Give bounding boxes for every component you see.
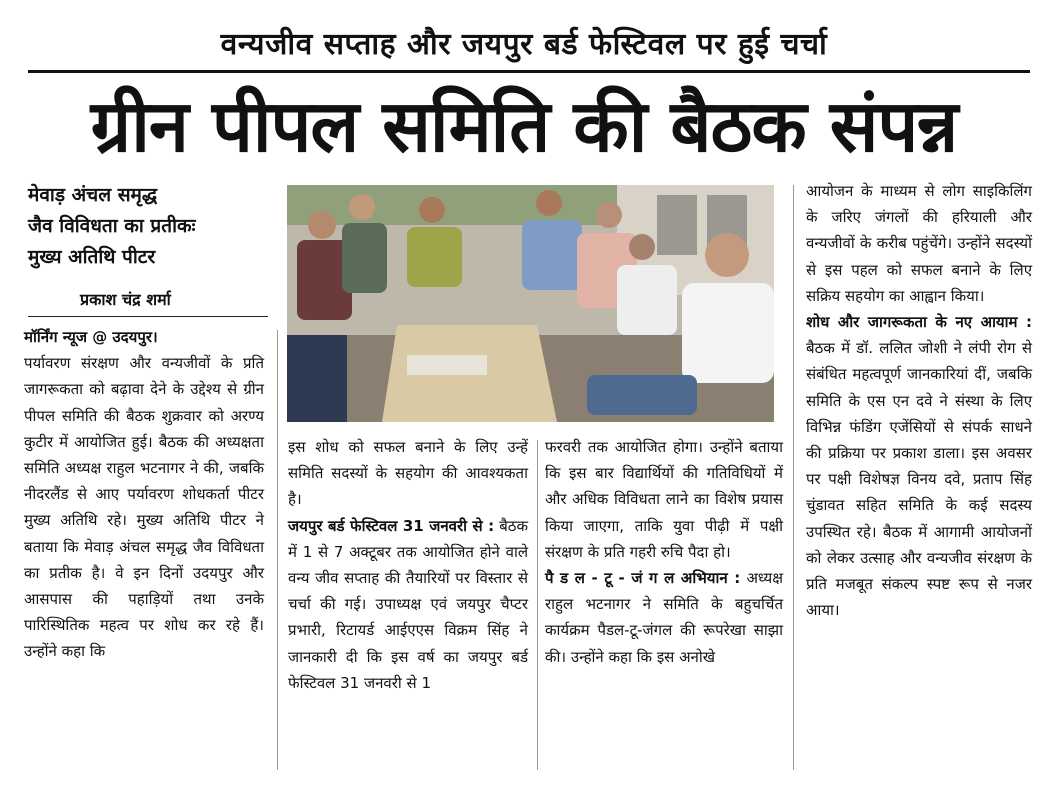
subheadline-line: मुख्य अतिथि पीटर [28, 246, 156, 268]
column-divider [537, 440, 538, 770]
headline-rule [28, 70, 1030, 73]
kicker-headline: वन्यजीव सप्ताह और जयपुर बर्ड फेस्टिवल पर हुई चर्चा [220, 27, 828, 62]
byline-rule [28, 316, 268, 317]
section-subhead: पै ड ल - टू - जं ग ल अभियान : [545, 569, 741, 588]
subheadline-line: मेवाड़ अंचल समृद्ध [28, 184, 158, 206]
body-text: पर्यावरण संरक्षण और वन्यजीवों के प्रति जागरूकता को बढ़ावा देने के उद्देश्य से ग्रीन पीपल समिति की बैठक शुक्रवार को अरण्य कुटीर में आयोजित हुई। बैठक की अध्यक्षता समिति अध्यक्ष राहुल भटनागर ने की, जबकि नीदरलैंड से आए पर्यावरण शोधकर्ता पीटर मुख्य अतिथि रहे। मुख्य अतिथि पीटर ने बताया कि मेवाड़ अंचल समृद्ध जैव विविधता का प्रतीक है। वे इन दिनों उदयपुर और आसपास की पहाड़ियों तथा उनके पारिस्थितिक महत्व पर शोध कर रहे हैं। उन्होंने कहा कि [24, 354, 264, 661]
body-text: आयोजन के माध्यम से लोग साइकिलिंग के जरिए जंगलों की हरियाली और वन्यजीवों के करीब पहुंचेंगे। उन्होंने सदस्यों से इस पहल को सफल बनाने के लिए सक्रिय सहयोग का आह्वान किया। [806, 182, 1032, 305]
meeting-photo [287, 185, 774, 422]
column-divider [277, 330, 278, 770]
body-text: बैठक में डॉ. ललित जोशी ने लंपी रोग से संबंधित महत्वपूर्ण जानकारियां दीं, जबकि समिति के एस एन दवे ने संस्था के लिए विभिन्न फंडिंग एजेंसियों से संपर्क साधने की प्रक्रिया पर प्रकाश डाला। इस अवसर पर पक्षी विशेषज्ञ विनय दवे, प्रताप सिंह चुंडावत सहित समिति के कई सदस्य उपस्थित रहे। बैठक में आगामी आयोजनों को लेकर उत्साह और वन्यजीव संरक्षण के प्रति मजबूत संकल्प स्पष्ट रूप से नजर आया। [806, 339, 1032, 620]
byline: प्रकाश चंद्र शर्मा [80, 290, 171, 309]
meeting-photo-illustration [287, 185, 774, 422]
body-text: अध्यक्ष राहुल भटनागर ने समिति के बहुचर्चित कार्यक्रम पैडल-टू-जंगल की रूपरेखा साझा की। उन्होंने कहा कि इस अनोखे [545, 569, 783, 666]
article-column-2 [288, 434, 528, 696]
subheadline-line: जैव विविधता का प्रतीकः [28, 215, 196, 237]
section-subhead: जयपुर बर्ड फेस्टिवल 31 जनवरी से : [288, 516, 495, 535]
dateline: मॉर्निंग न्यूज @ उदयपुर। [24, 328, 158, 346]
article-column-1 [24, 324, 264, 665]
subheadline [28, 180, 268, 273]
column-divider [793, 185, 794, 770]
body-text: फरवरी तक आयोजित होगा। उन्होंने बताया कि इस बार विद्यार्थियों की गतिविधियों में और अधिक विविधता लाने का विशेष प्रयास किया जाएगा, ताकि युवा पीढ़ी में पक्षी संरक्षण के प्रति गहरी रुचि पैदा हो। [545, 438, 783, 561]
article-column-3 [545, 434, 783, 670]
article-column-4 [806, 178, 1032, 623]
body-text: बैठक में 1 से 7 अक्टूबर तक आयोजित होने वाले वन्य जीव सप्ताह की तैयारियों पर विस्तार से चर्चा की गई। उपाध्यक्ष एवं जयपुर चैप्टर प्रभारी, रिटायर्ड आईएएस विक्रम सिंह ने जानकारी दी कि इस वर्ष का जयपुर बर्ड फेस्टिवल 31 जनवरी से 1 [288, 516, 528, 692]
main-headline: ग्रीन पीपल समिति की बैठक संपन्न [90, 84, 958, 168]
section-subhead: शोध और जागरूकता के नए आयाम : [806, 313, 1032, 332]
body-text: इस शोध को सफल बनाने के लिए उन्हें समिति सदस्यों के सहयोग की आवश्यकता है। [288, 438, 528, 509]
